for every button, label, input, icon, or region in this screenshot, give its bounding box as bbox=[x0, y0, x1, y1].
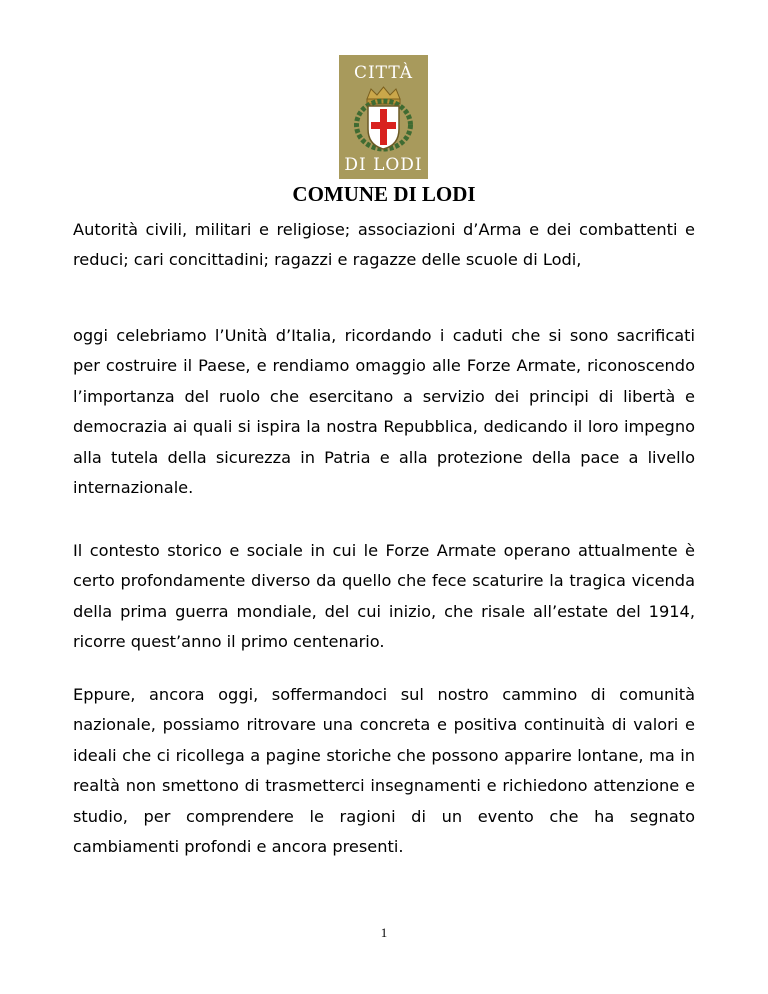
page-number: 1 bbox=[380, 925, 388, 940]
paragraph-celebration: oggi celebriamo l’Unità d’Italia, ricordando i caduti che si sono sacrificati per costruire il Paese, e rendiamo omaggio alle Forze Armate, riconoscendo l’importanza del ruolo che esercitano a servizio dei principi di libertà e democrazia ai quali si ispira la nostra Repubblica, dedicando il loro impegno alla tutela della sicurezza in Patria e alla protezione della pace a livello internazionale. bbox=[73, 326, 695, 498]
coat-of-arms-icon bbox=[353, 85, 414, 153]
logo-text-top: CITTÀ bbox=[353, 63, 414, 83]
paragraph-historical-context: Il contesto storico e sociale in cui le Forze Armate operano attualmente è certo profondamente diverso da quello che fece scaturire la tragica vicenda della prima guerra mondiale, del cui inizio, che risale all’estate del 1914, ricorre quest’anno il primo centenario. bbox=[73, 541, 695, 652]
logo-text-bottom: DI LODI bbox=[344, 155, 423, 175]
paragraph-continuity: Eppure, ancora oggi, soffermandoci sul nostro cammino di comunità nazionale, possiamo ritrovare una concreta e positiva continuità di valori e ideali che ci ricollega a pagine storiche che possono apparire lontane, ma in realtà non smettono di trasmetterci insegnamenti e richiedono attenzione e studio, per comprendere le ragioni di un evento che ha segnato cambiamenti profondi e ancora presenti. bbox=[73, 685, 695, 857]
paragraph-greeting: Autorità civili, militari e religiose; associazioni d’Arma e dei combattenti e reduci; cari concittadini; ragazzi e ragazze delle scuole di Lodi, bbox=[73, 220, 695, 270]
page-title: COMUNE DI LODI bbox=[292, 182, 476, 206]
city-logo bbox=[339, 55, 428, 179]
